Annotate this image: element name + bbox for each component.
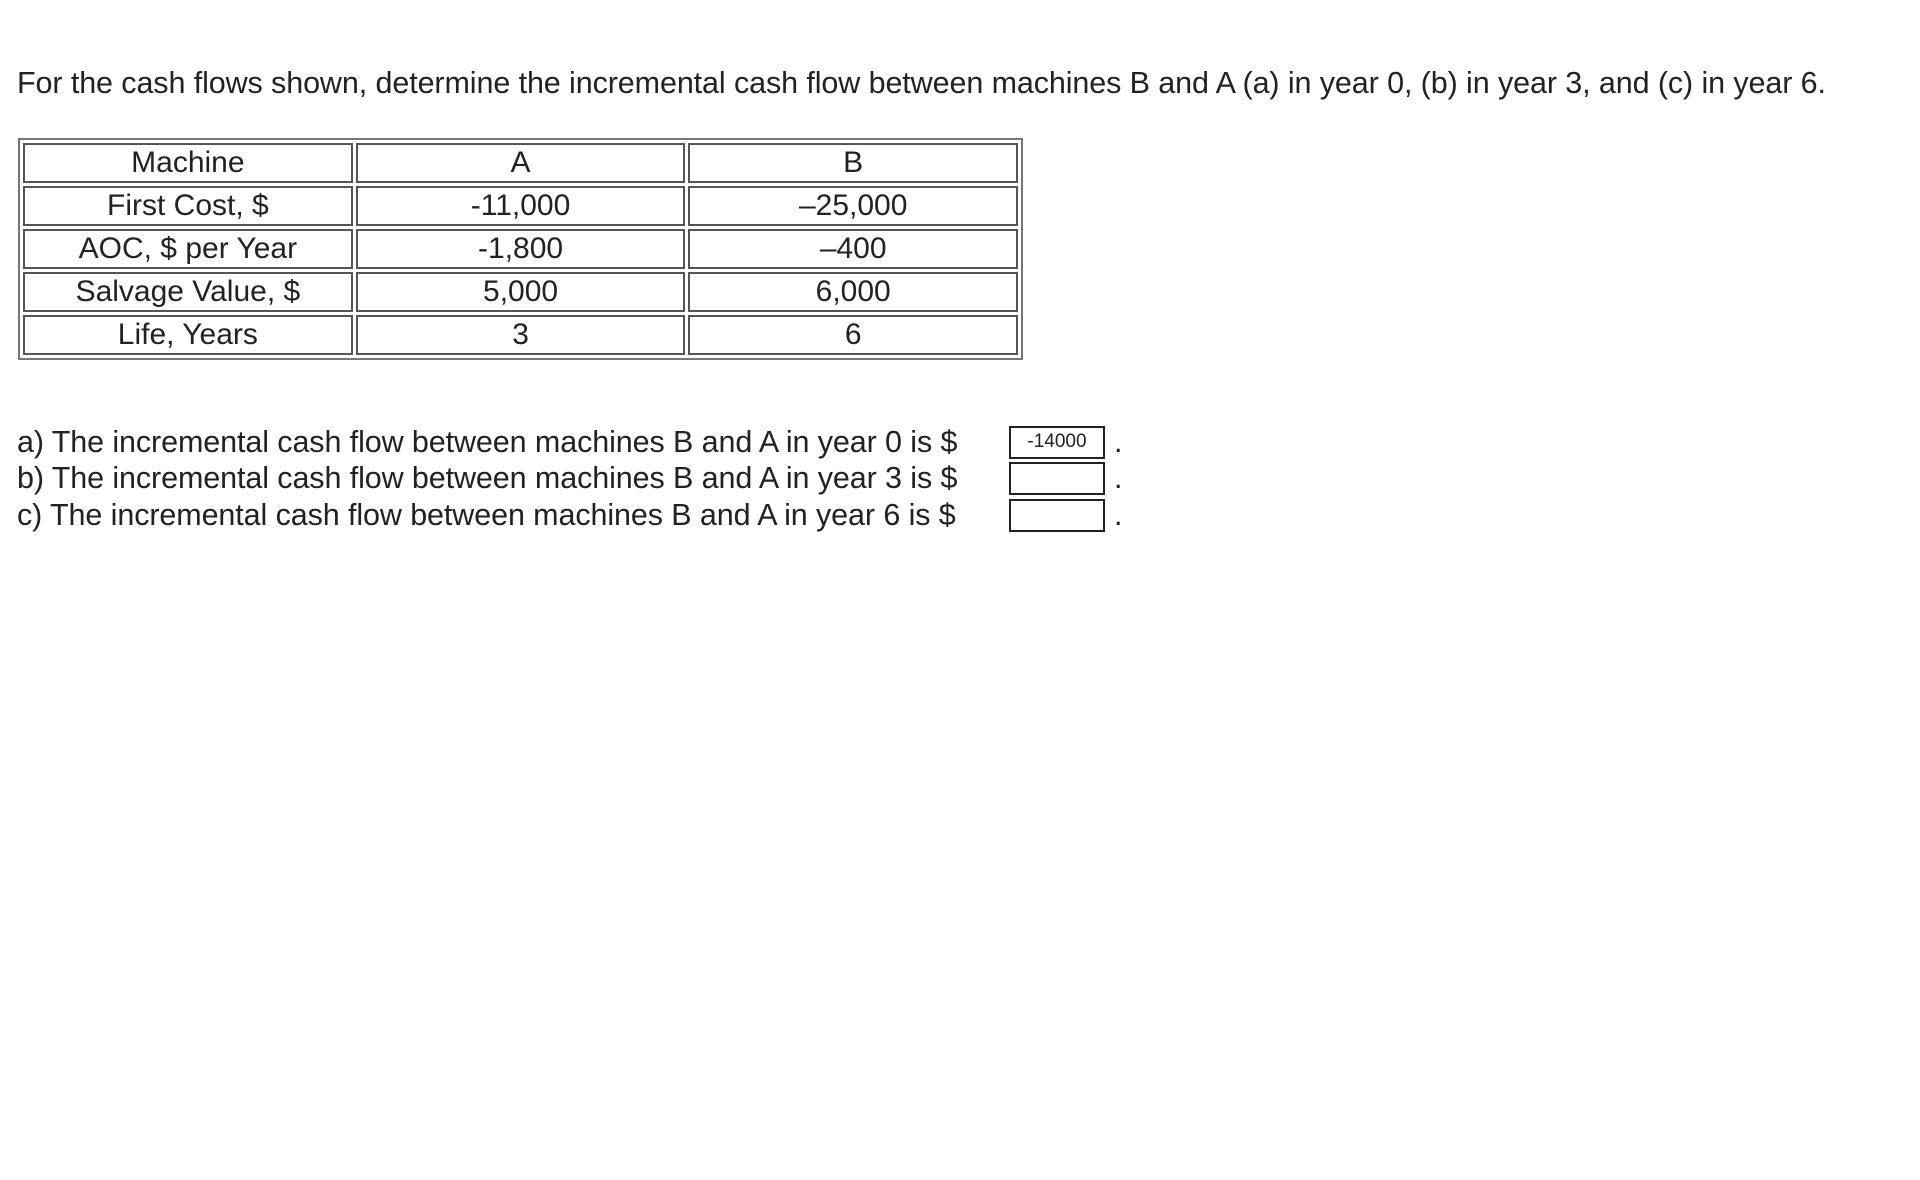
table-row-header [23, 143, 1018, 183]
table-row-aoc [23, 229, 1018, 269]
answer-input-c[interactable] [1009, 499, 1105, 532]
table-cell: –25,000 [688, 186, 1018, 226]
answer-period: . [1114, 461, 1123, 496]
answer-period: . [1114, 424, 1123, 459]
question-text: For the cash flows shown, determine the incremental cash flow between machines B and A (a) in year 0, (b) in year 3, and (c) in year 6. [17, 66, 1826, 100]
answer-row-c [17, 497, 1122, 534]
table-cell: 6 [688, 315, 1018, 355]
table-cell: Salvage Value, $ [23, 272, 353, 312]
table-cell: 3 [356, 315, 686, 355]
table-cell: 6,000 [688, 272, 1018, 312]
table-cell: 5,000 [356, 272, 686, 312]
answer-period: . [1114, 497, 1123, 532]
table-cell: -1,800 [356, 229, 686, 269]
table-cell: First Cost, $ [23, 186, 353, 226]
answer-input-a[interactable] [1009, 426, 1105, 459]
table-cell: –400 [688, 229, 1018, 269]
answer-input-b[interactable] [1009, 462, 1105, 495]
table-row-salvage-value [23, 272, 1018, 312]
answer-label-b: b) The incremental cash flow between machines B and A in year 3 is $ [17, 461, 958, 496]
answer-row-b [17, 461, 1122, 498]
answer-label-c: c) The incremental cash flow between machines B and A in year 6 is $ [17, 497, 956, 532]
machine-data-table [18, 138, 1023, 360]
table-cell: B [688, 143, 1018, 183]
table-cell: A [356, 143, 686, 183]
answer-label-a: a) The incremental cash flow between machines B and A in year 0 is $ [17, 424, 958, 459]
table-row-first-cost [23, 186, 1018, 226]
table-cell: Machine [23, 143, 353, 183]
table-cell: AOC, $ per Year [23, 229, 353, 269]
answer-section [17, 424, 1122, 534]
table-cell: Life, Years [23, 315, 353, 355]
answer-row-a [17, 424, 1122, 461]
table-row-life [23, 315, 1018, 355]
table-cell: -11,000 [356, 186, 686, 226]
